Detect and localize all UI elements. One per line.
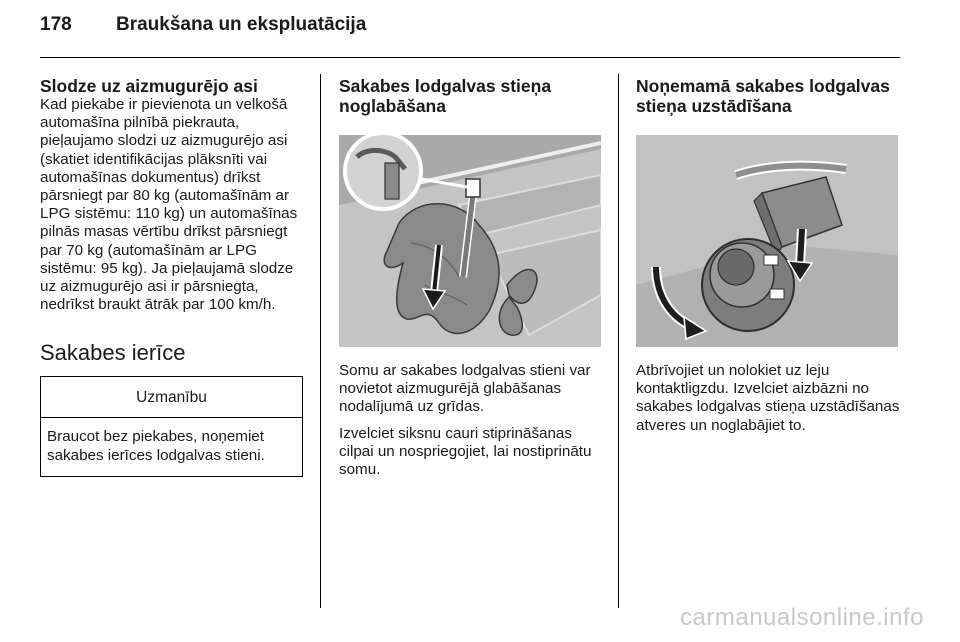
installation-heading: Noņemamā sakabes lodgalvas stieņa uzstādīšana <box>636 76 890 116</box>
column-1 <box>40 76 306 477</box>
page-number: 178 <box>40 14 72 35</box>
towing-device-heading: Sakabes ierīce <box>40 340 186 366</box>
watermark: carmanualsonline.info <box>680 604 924 631</box>
axle-load-text: Kad piekabe ir pievienota un velkošā automašīna pilnībā piekrauta, pieļaujamo slodzi uz aizmugurējo asi (skatiet identifikācijas plāksnīti vai automašīnas dokumentus) drīkst pārsniegt par 80 kg (automašīnām ar LPG sistēmu: 110 kg) un automašīnas pilnās masas vērtību drīkst pārsniegt par 70 kg (automašīnām ar LPG sistēmu: 95 kg). Ja pieļaujamā slodze uz aizmugurējo asi ir pārsniegta, nedrīkst braukt ātrāk par 100 km/h. <box>40 96 298 314</box>
caution-title: Uzmanību <box>41 377 302 418</box>
chapter-title: Braukšana un ekspluatācija <box>116 14 367 35</box>
towbar-socket-illustration <box>636 135 898 347</box>
column-divider <box>320 74 321 608</box>
axle-load-heading: Slodze uz aizmugurējo asi <box>40 76 258 96</box>
caution-text: Braucot bez piekabes, noņemiet sakabes ierīces lodgalvas stieni. <box>47 428 265 464</box>
column-divider <box>618 74 619 608</box>
column-3 <box>636 76 902 435</box>
page-header <box>40 14 366 44</box>
caution-box <box>40 376 303 476</box>
storage-instruction: Izvelciet siksnu cauri stiprināšanas cilpai un nospriegojiet, lai nostiprinātu somu. <box>339 424 592 479</box>
column-2 <box>339 76 605 479</box>
towbar-storage-bag-illustration <box>339 135 601 347</box>
storage-caption: Somu ar sakabes lodgalvas stieni var novietot aizmugurējā glabāšanas nodalījumā uz grīdas. <box>339 362 591 416</box>
installation-caption: Atbrīvojiet un nolokiet uz leju kontaktligzdu. Izvelciet aizbāzni no sakabes lodgalvas stieņa uzstādīšanas atveres un noglabājiet to. <box>636 362 900 434</box>
header-rule <box>40 57 900 58</box>
storage-heading: Sakabes lodgalvas stieņa noglabāšana <box>339 76 552 116</box>
